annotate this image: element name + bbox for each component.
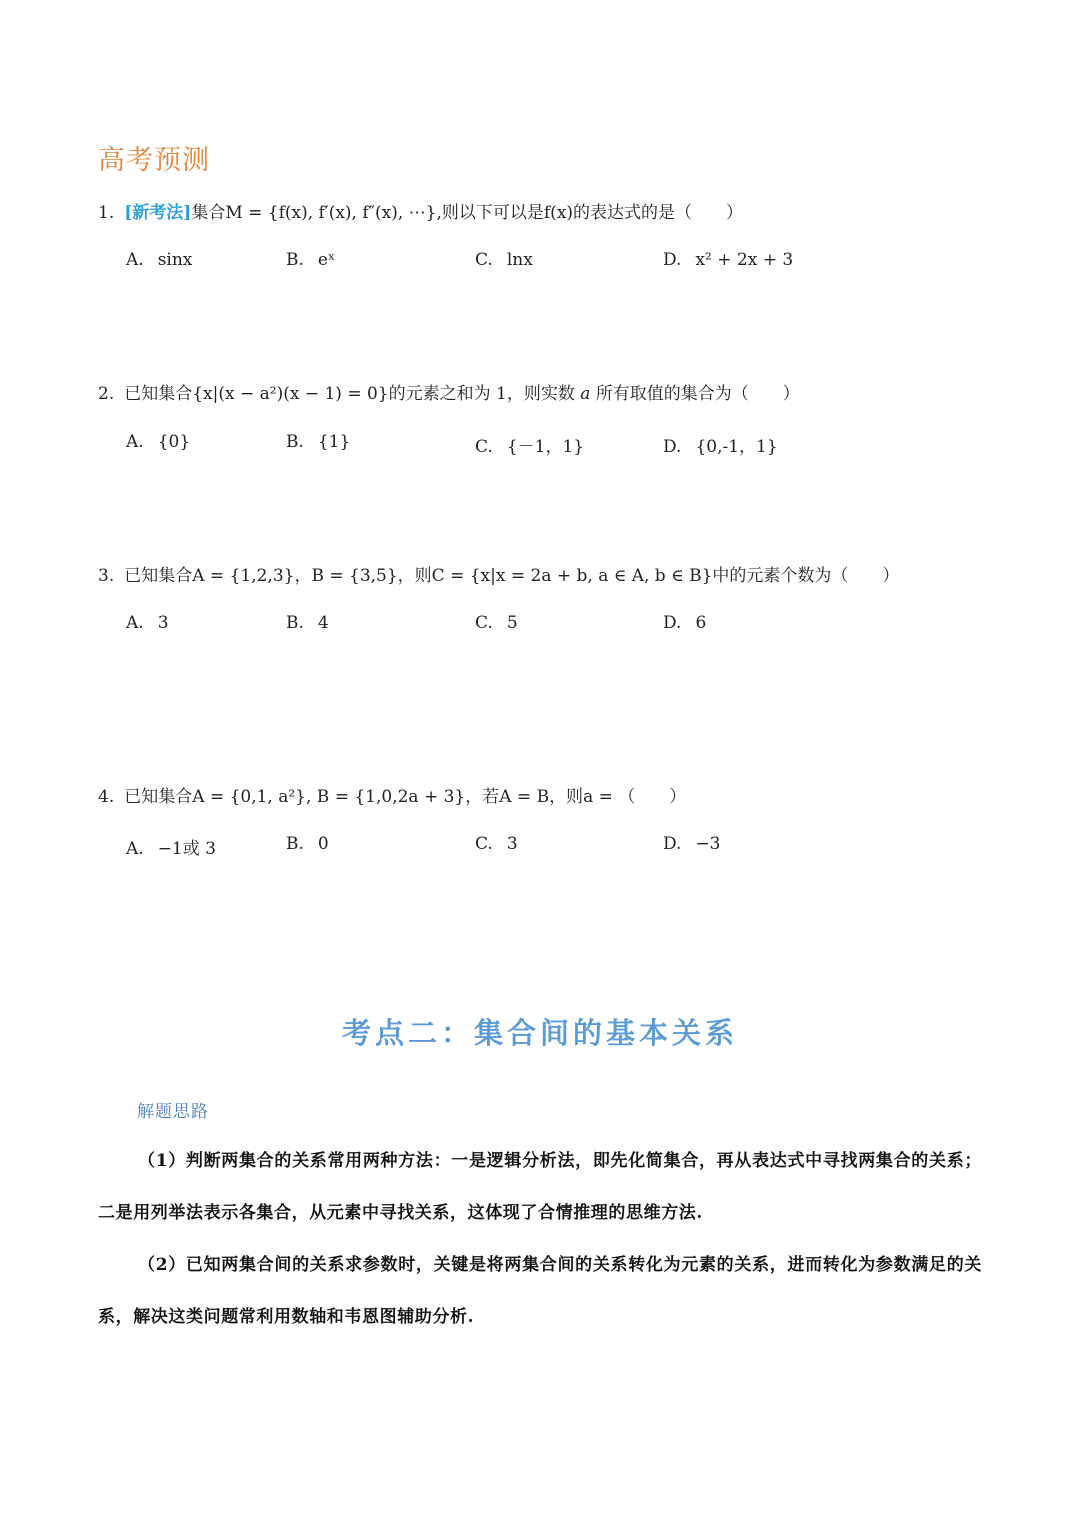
option-c: C. lnx: [475, 250, 533, 270]
option-d: D. −3: [663, 834, 721, 854]
stem-math: B = {3,5}: [311, 566, 398, 586]
stem-math: a: [580, 384, 591, 404]
paragraph-block: [98, 1135, 982, 1343]
option-b: B. eˣ: [286, 250, 336, 270]
stem-text: 已知集合: [124, 384, 193, 404]
stem-text: ，若: [465, 787, 500, 807]
stem-text: ,则以下可以是: [436, 203, 544, 223]
stem-math: A = {0,1, a²}, B = {1,0,2a + 3}: [192, 787, 466, 807]
option-b: B. 0: [286, 834, 329, 854]
question-4-stem: [98, 782, 686, 807]
option-c: C. {－1，1}: [475, 437, 585, 457]
stem-text: 集合: [191, 203, 226, 223]
topic-title: 考点二：集合间的基本关系: [341, 1016, 738, 1050]
stem-text: ，则: [549, 787, 584, 807]
question-3-stem: [98, 561, 899, 586]
option-a: A. 3: [126, 613, 169, 633]
option-b: B. {1}: [286, 432, 351, 452]
stem-math: A = {1,2,3}: [192, 566, 295, 586]
stem-text: ，: [294, 566, 312, 586]
stem-text: 的表达式的是（ ）: [573, 203, 744, 223]
stem-text: 所有取值的集合为（ ）: [595, 384, 800, 404]
question-number: 3.: [98, 566, 115, 586]
stem-text: 的元素之和为 1，则实数: [388, 384, 575, 404]
option-d: D. {0,-1，1}: [663, 437, 778, 457]
option-a: A. sinx: [126, 250, 193, 270]
option-a: A. {0}: [126, 432, 191, 452]
stem-math: A = B: [499, 787, 550, 807]
stem-text: 已知集合: [124, 787, 193, 807]
option-d: D. x² + 2x + 3: [663, 250, 794, 270]
stem-math: f(x): [543, 203, 574, 223]
paragraph: （1）判断两集合的关系常用两种方法：一是逻辑分析法，即先化简集合，再从表达式中寻找两集合的关系；二是用列举法表示各集合，从元素中寻找关系，这体现了合情推理的思维方法.: [98, 1151, 982, 1223]
question-1-stem: [98, 198, 743, 223]
stem-math: C = {x|x = 2a + b, a ∈ A, b ∈ B}: [431, 566, 713, 586]
option-d: D. 6: [663, 613, 707, 633]
stem-math: M = {f(x), f′(x), f″(x), ⋯}: [225, 203, 437, 223]
sub-heading: 解题思路: [137, 1102, 209, 1122]
stem-text: （ ）: [618, 787, 687, 807]
stem-text: 中的元素个数为（ ）: [712, 566, 900, 586]
section-title: 高考预测: [98, 145, 210, 176]
paragraph: （2）已知两集合间的关系求参数时，关键是将两集合间的关系转化为元素的关系，进而转化为参数满足的关系，解决这类问题常利用数轴和韦恩图辅助分析.: [98, 1255, 982, 1327]
stem-text: ，则: [397, 566, 432, 586]
option-b: B. 4: [286, 613, 329, 633]
question-number: 1.: [98, 203, 115, 223]
stem-math: {x|(x − a²)(x − 1) = 0}: [192, 384, 389, 404]
question-2-stem: [98, 379, 800, 404]
option-c: C. 3: [475, 834, 518, 854]
stem-math: a =: [583, 787, 619, 807]
stem-text: 已知集合: [124, 566, 193, 586]
option-a: A. −1或 3: [126, 839, 216, 859]
option-c: C. 5: [475, 613, 518, 633]
question-number: 2.: [98, 384, 115, 404]
question-number: 4.: [98, 787, 115, 807]
question-tag: [新考法]: [124, 203, 192, 223]
